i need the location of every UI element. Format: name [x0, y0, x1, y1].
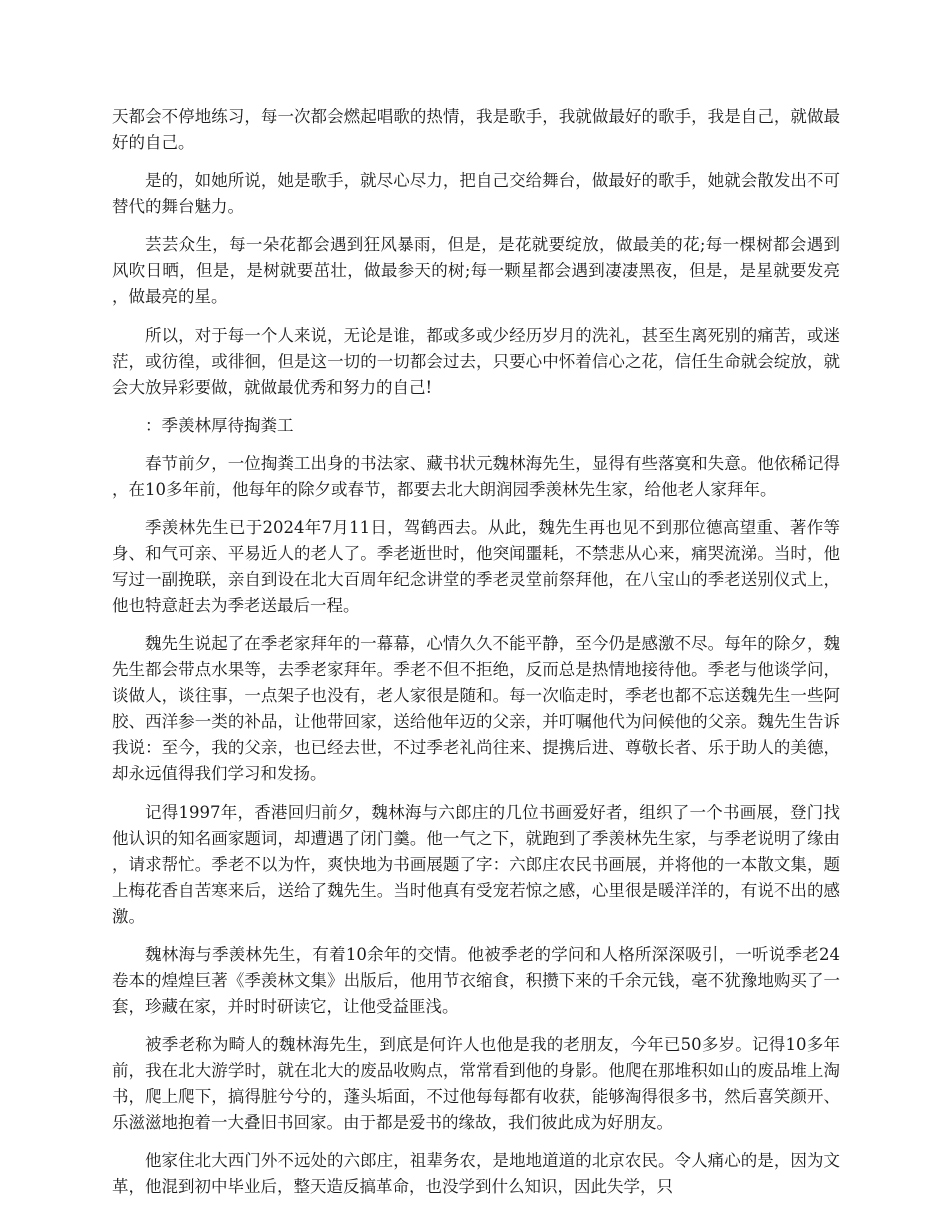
paragraph: 魏林海与季羡林先生，有着10余年的交情。他被季老的学问和人格所深深吸引，一听说季老24卷本的煌煌巨著《季羡林文集》出版后，他用节衣缩食，积攒下来的千余元钱，毫不犹豫地购买了一套，珍藏在家，并时时研读它，让他受益匪浅。 [112, 944, 840, 1016]
document-body [112, 104, 840, 1212]
paragraph: 春节前夕，一位掏粪工出身的书法家、藏书状元魏林海先生，显得有些落寞和失意。他依稀记得，在10多年前，他每年的除夕或春节，都要去北大朗润园季羡林先生家，给他老人家拜年。 [112, 453, 840, 499]
paragraph: 芸芸众生，每一朵花都会遇到狂风暴雨，但是，是花就要绽放，做最美的花;每一棵树都会遇到风吹日晒，但是，是树就要茁壮，做最参天的树;每一颗星都会遇到凄凄黑夜，但是，是星就要发亮，做最亮的星。 [112, 235, 840, 307]
section-heading: ：季羡林厚待掏粪工 [145, 415, 294, 435]
paragraph: 记得1997年，香港回归前夕，魏林海与六郎庄的几位书画爱好者，组织了一个书画展，登门找他认识的知名画家题词，却遭遇了闭门羹。他一气之下，就跑到了季羡林先生家，与季老说明了缘由，请求帮忙。季老不以为忤，爽快地为书画展题了字：六郎庄农民书画展，并将他的一本散文集，题上梅花香自苦寒来后，送给了魏先生。当时他真有受宠若惊之感，心里很是暖洋洋的，有说不出的感激。 [112, 802, 840, 926]
paragraph: 季羡林先生已于2024年7月11日，驾鹤西去。从此，魏先生再也见不到那位德高望重、著作等身、和气可亲、平易近人的老人了。季老逝世时，他突闻噩耗，不禁悲从心来，痛哭流涕。当时，他写过一副挽联，亲自到设在北大百周年纪念讲堂的季老灵堂前祭拜他，在八宝山的季老送别仪式上，他也特意赶去为季老送最后一程。 [112, 518, 840, 616]
paragraph: 是的，如她所说，她是歌手，就尽心尽力，把自己交给舞台，做最好的歌手，她就会散发出不可替代的舞台魅力。 [112, 171, 840, 217]
paragraph: 他家住北大西门外不远处的六郎庄，祖辈务农，是地地道道的北京农民。令人痛心的是，因为文革，他混到初中毕业后，整天造反搞革命，也没学到什么知识，因此失学，只 [112, 1151, 840, 1197]
paragraph: 所以，对于每一个人来说，无论是谁，都或多或少经历岁月的洗礼，甚至生离死别的痛苦，或迷茫，或彷徨，或徘徊，但是这一切的一切都会过去，只要心中怀着信心之花，信任生命就会绽放，就会大放异彩要做，就做最优秀和努力的自己! [112, 325, 840, 397]
paragraph: 魏先生说起了在季老家拜年的一幕幕，心情久久不能平静，至今仍是感激不尽。每年的除夕，魏先生都会带点水果等，去季老家拜年。季老不但不拒绝，反而总是热情地接待他。季老与他谈学问，谈做人，谈往事，一点架子也没有，老人家很是随和。每一次临走时，季老也都不忘送魏先生一些阿胶、西洋参一类的补品，让他带回家，送给他年迈的父亲，并叮嘱他代为问候他的父亲。魏先生告诉我说：至今，我的父亲，也已经去世，不过季老礼尚往来、提携后进、尊敬长者、乐于助人的美德，却永远值得我们学习和发扬。 [112, 634, 840, 784]
paragraph-continuation: 天都会不停地练习，每一次都会燃起唱歌的热情，我是歌手，我就做最好的歌手，我是自己，就做最好的自己。 [112, 107, 840, 152]
paragraph: 被季老称为畸人的魏林海先生，到底是何许人也他是我的老朋友，今年已50多岁。记得10多年前，我在北大游学时，就在北大的废品收购点，常常看到他的身影。他爬在那堆积如山的废品堆上淘书，爬上爬下，搞得脏兮兮的，蓬头垢面，不过他每每都有收获，能够淘得很多书，然后喜笑颜开、乐滋滋地抱着一大叠旧书回家。由于都是爱书的缘故，我们彼此成为好朋友。 [112, 1034, 840, 1132]
